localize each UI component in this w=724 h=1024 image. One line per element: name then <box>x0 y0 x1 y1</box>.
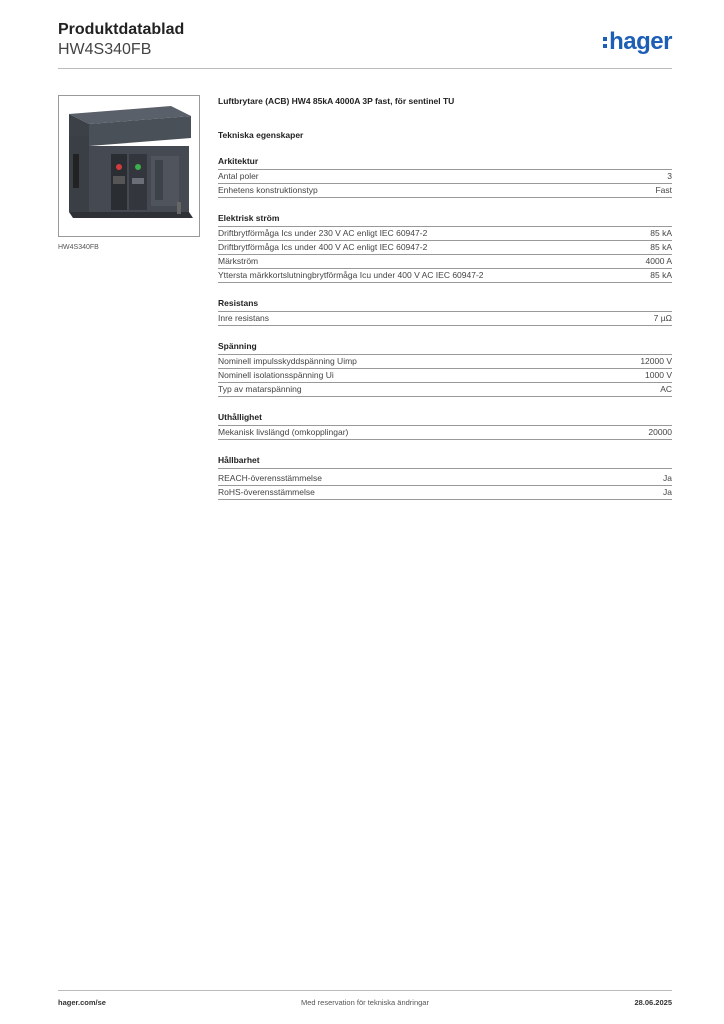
property-row <box>218 472 672 486</box>
property-value: 4000 A <box>645 256 672 266</box>
property-value: 85 kA <box>650 242 672 252</box>
section-architecture <box>218 156 672 198</box>
property-label: Antal poler <box>218 171 259 181</box>
property-row <box>218 369 672 383</box>
section-resistance <box>218 298 672 326</box>
section-electric-current <box>218 213 672 283</box>
section-voltage <box>218 341 672 397</box>
property-value: Fast <box>655 185 672 195</box>
footer-disclaimer: Med reservation för tekniska ändringar <box>301 998 429 1007</box>
property-row <box>218 241 672 255</box>
property-row <box>218 486 672 500</box>
property-label: Inre resistans <box>218 313 270 323</box>
section-title: Uthållighet <box>218 412 672 426</box>
property-label: Typ av matarspänning <box>218 384 302 394</box>
footer-divider <box>58 990 672 991</box>
product-code: HW4S340FB <box>58 41 152 58</box>
property-value: Ja <box>663 487 672 497</box>
property-label: REACH-överensstämmelse <box>218 473 322 483</box>
product-description: Luftbrytare (ACB) HW4 85kA 4000A 3P fast, för sentinel TU <box>218 96 455 106</box>
section-title: Resistans <box>218 298 672 312</box>
property-label: Yttersta märkkortslutningbrytförmåga Icu under 400 V AC IEC 60947-2 <box>218 270 484 280</box>
property-row <box>218 426 672 440</box>
tech-properties-title: Tekniska egenskaper <box>218 130 304 140</box>
property-value: 20000 <box>648 427 672 437</box>
image-caption: HW4S340FB <box>58 244 99 251</box>
property-label: Nominell isolationsspänning Ui <box>218 370 334 380</box>
section-title: Hållbarhet <box>218 455 672 469</box>
website-link[interactable]: hager.com/se <box>58 998 106 1007</box>
section-sustainability <box>218 455 672 500</box>
property-row <box>218 312 672 326</box>
section-title: Elektrisk ström <box>218 213 672 227</box>
property-row <box>218 170 672 184</box>
property-label: Märkström <box>218 256 259 266</box>
property-row <box>218 355 672 369</box>
document-title: Produktdatablad <box>58 21 185 38</box>
property-row <box>218 383 672 397</box>
logo-dots-icon <box>603 37 607 48</box>
hager-logo <box>603 28 672 56</box>
property-value: 3 <box>667 171 672 181</box>
property-value: 85 kA <box>650 270 672 280</box>
product-image <box>58 95 200 237</box>
property-row <box>218 269 672 283</box>
property-label: Driftbrytförmåga Ics under 230 V AC enligt IEC 60947-2 <box>218 228 428 238</box>
property-value: AC <box>660 384 672 394</box>
property-value: Ja <box>663 473 672 483</box>
property-row <box>218 255 672 269</box>
footer-date: 28.06.2025 <box>634 998 672 1007</box>
page-header <box>58 20 672 60</box>
property-row <box>218 227 672 241</box>
property-label: Mekanisk livslängd (omkopplingar) <box>218 427 349 437</box>
section-title: Arkitektur <box>218 156 672 170</box>
property-row <box>218 184 672 198</box>
section-durability <box>218 412 672 440</box>
section-title: Spänning <box>218 341 672 355</box>
property-value: 7 µΩ <box>653 313 672 323</box>
property-label: Enhetens konstruktionstyp <box>218 185 318 195</box>
logo-text: hager <box>609 28 672 55</box>
property-label: RoHS-överensstämmelse <box>218 487 315 497</box>
property-value: 12000 V <box>640 356 672 366</box>
product-details <box>218 95 672 500</box>
property-label: Nominell impulsskyddspänning Uimp <box>218 356 357 366</box>
header-divider <box>58 68 672 69</box>
circuit-breaker-illustration <box>59 96 199 236</box>
property-label: Driftbrytförmåga Ics under 400 V AC enligt IEC 60947-2 <box>218 242 428 252</box>
property-value: 1000 V <box>645 370 672 380</box>
property-value: 85 kA <box>650 228 672 238</box>
